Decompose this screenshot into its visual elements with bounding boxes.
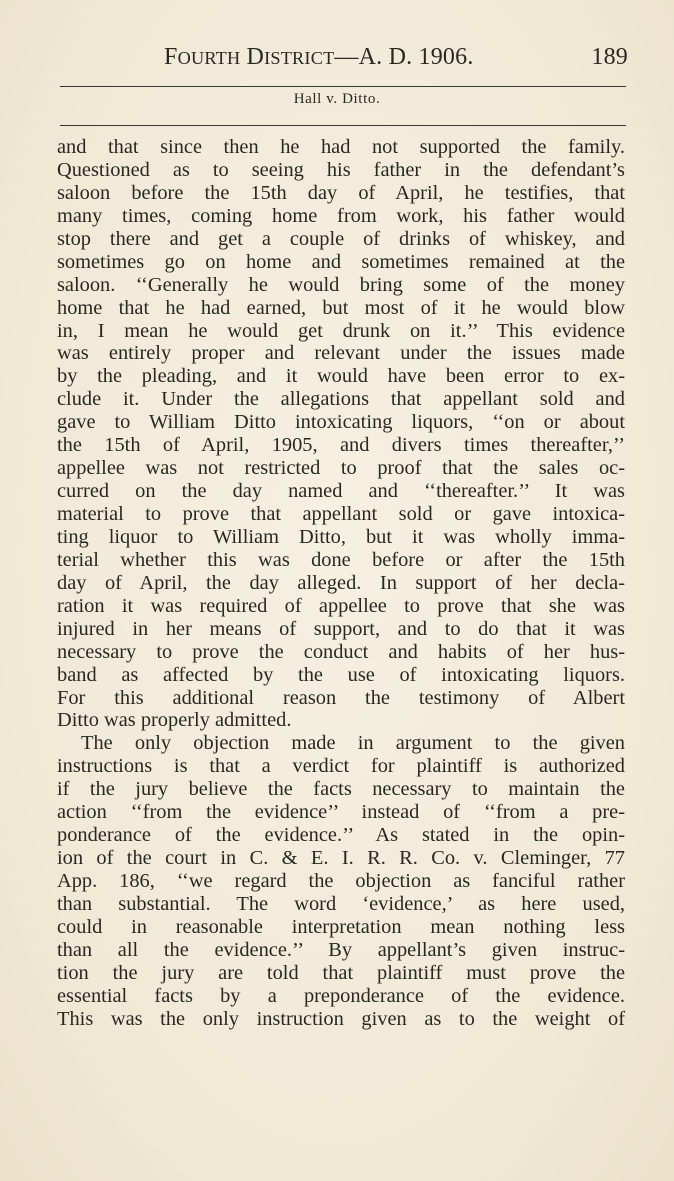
text-line: many times, coming home from work, his father would	[57, 204, 625, 227]
text-line: saloon before the 15th day of April, he testifies, that	[57, 181, 625, 204]
text-line: if the jury believe the facts necessary to maintain the	[57, 778, 625, 801]
text-line: gave to William Ditto intoxicating liquors, ‘‘on or about	[57, 411, 625, 434]
text-line: necessary to prove the conduct and habits of her hus-	[57, 640, 625, 663]
text-line: could in reasonable interpretation mean nothing less	[57, 915, 625, 938]
text-line: ion of the court in C. & E. I. R. R. Co. v. Cleminger, 77	[57, 847, 625, 870]
text-line: injured in her means of support, and to do that it was	[57, 617, 625, 640]
text-line: band as affected by the use of intoxicating liquors.	[57, 663, 625, 686]
text-line: App. 186, ‘‘we regard the objection as fanciful rather	[57, 870, 625, 892]
text-line: Questioned as to seeing his father in the defendant’s	[57, 158, 625, 181]
text-line: appellee was not restricted to proof that the sales oc-	[57, 457, 625, 480]
header-rule-top	[60, 86, 626, 87]
text-line: clude it. Under the allegations that appellant sold and	[57, 388, 625, 411]
running-title: FOURTH DISTRICT—A. D. 1906.	[164, 44, 474, 70]
text-line: For this additional reason the testimony of Albert	[57, 686, 625, 709]
text-line: instructions is that a verdict for plaintiff is authorized	[57, 755, 625, 778]
text-line: in, I mean he would get drunk on it.’’ This evidence	[57, 319, 625, 342]
text-line: terial whether this was done before or after the 15th	[57, 548, 625, 571]
text-line: essential facts by a preponderance of the evidence.	[57, 984, 625, 1007]
text-line: the 15th of April, 1905, and divers times thereafter,’’	[57, 434, 625, 457]
text-line: Ditto was properly admitted.	[57, 709, 292, 732]
text-line: curred on the day named and ‘‘thereafter.’’ It was	[57, 480, 625, 503]
text-line: stop there and get a couple of drinks of whiskey, and	[57, 227, 625, 250]
text-line: This was the only instruction given as to the weight of	[57, 1007, 625, 1030]
text-line: home that he had earned, but most of it he would blow	[57, 296, 625, 319]
text-line: than all the evidence.’’ By appellant’s given instruc-	[57, 938, 625, 961]
text-line: and that since then he had not supported the family.	[57, 136, 625, 158]
text-line: action ‘‘from the evidence’’ instead of ‘‘from a pre-	[57, 801, 625, 824]
text-line: ponderance of the evidence.’’ As stated in the opin-	[57, 824, 625, 847]
text-line: tion the jury are told that plaintiff must prove the	[57, 961, 625, 984]
text-line: than substantial. The word ‘evidence,’ as here used,	[57, 892, 625, 915]
header-rule-bottom	[60, 125, 626, 126]
text-line: day of April, the day alleged. In support of her decla-	[57, 571, 625, 594]
text-line: ration it was required of appellee to prove that she was	[57, 594, 625, 617]
page-number: 189	[591, 44, 628, 70]
text-line: material to prove that appellant sold or gave intoxica-	[57, 503, 625, 525]
text-line: The only objection made in argument to the given	[81, 732, 625, 755]
text-line: sometimes go on home and sometimes remained at the	[57, 250, 625, 273]
text-line: by the pleading, and it would have been error to ex-	[57, 365, 625, 388]
text-line: was entirely proper and relevant under the issues made	[57, 342, 625, 365]
case-caption: Hall v. Ditto.	[293, 91, 381, 107]
text-line: saloon. ‘‘Generally he would bring some of the money	[57, 273, 625, 296]
body-text	[57, 136, 625, 1031]
running-head	[60, 44, 628, 76]
text-line: ting liquor to William Ditto, but it was wholly imma-	[57, 525, 625, 548]
